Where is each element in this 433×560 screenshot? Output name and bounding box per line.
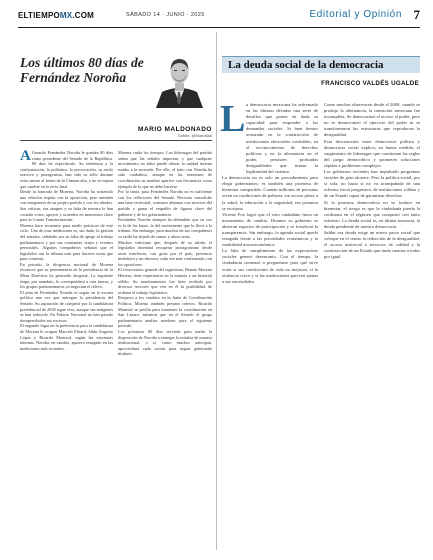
left-article-column-2	[118, 150, 212, 550]
right-title-bar	[222, 56, 420, 73]
author-name: MARIO MALDONADO	[138, 126, 212, 133]
author-portrait	[152, 50, 207, 108]
brand-domain: .COM	[72, 11, 94, 20]
right-author-byline: FRANCISCO VALDÉS UGALDE	[321, 80, 419, 87]
left-article-title: Los últimos 80 días de Fernández Noroña	[20, 55, 144, 85]
left-col2-para-0: Morena cuida los tiempos. Los liderazgos del partido saben que las señales importan, y que cualquier movimiento en falso puede alterar la unidad interna rumbo a la sucesión. Por ello, el trato con Noroña ha sido cuidadoso, aunque en las reuniones de coordinación su nombre aparece con frecuencia como ejemplo de lo que no debe hacerse.	[118, 150, 212, 189]
right-col2-para-4: Saldar esa deuda exige un nuevo pacto social que coloque en el centro la reducción de la desigualdad, el acceso universal a servicios de calidad y la construcción de un Estado que rinda cuentas a todos por igual.	[324, 229, 420, 260]
right-col1-para-1: La democracia no es solo un procedimiento para elegir gobernantes; es también una promesa de bienestar compartido. Cuando millones de personas viven en condiciones de pobreza, sin acceso pleno a la salud, la educación o la seguridad, esa promesa se erosiona.	[222, 175, 318, 211]
dateline: SÁBADO 14 · JUNIO · 2025	[126, 12, 205, 18]
page-header	[18, 8, 420, 28]
left-col1-para-3: En privado, la dirigencia nacional de Morena reconoce que su permanencia en la presidencia de la Mesa Directiva ha generado desgaste. La siguiente etapa, por mandato, le corresponderá a otra fuerza, y los grupos parlamentarios ya negocian el relevo.	[20, 261, 113, 290]
left-col1-para-4: El plan de Fernández Noroña es seguir en la escena política una vez que entregue la presidencia del Senado. Su aspiración de competir por la candidatura presidencial de 2030 sigue viva, aunque sus márgenes se han reducido. En Palacio Nacional no han pasado desapercibidos sus excesos.	[20, 289, 113, 323]
left-col1-para-5: El segundo lugar en la preferencia para la candidatura de Morena lo ocupan Marcelo Ebrard, Adán Augusto López y Ricardo Monreal, según las encuestas internas. Noroña, en cambio, aparece rezagado en las mediciones más recientes.	[20, 323, 113, 351]
left-col1-para-0: A Gerardo Fernández Noroña le quedan 80 días como presidente del Senado de la República. 80 días de espectáculo. Su tendencia a la confrontación, la polémica, la provocación, su estilo reactivo y protagonista, han sido su sello durante estos meses al frente de la Cámara alta, y no se espera que cambie en la recta final.	[20, 150, 113, 189]
brand-name: ELTIEMPO	[18, 11, 60, 20]
left-col2-para-2: Fernández Noroña siempre ha defendido que su voz es la de las bases, la del movimiento que lo llevó a la tribuna. Sin embargo, para muchos de sus compañeros su estilo ha dejado de sumar y ahora resta.	[118, 217, 212, 239]
left-col2-para-3: Muchos vaticinan que, después de su salida, el legislador intentará recuperar protagonismo desde otras trincheras, con giras por el país, presencia mediática y un discurso cada vez más confrontado con los opositores.	[118, 239, 212, 267]
right-col2-para-0: Como muchos observaron desde el 2000, cuando se produjo la alternancia, la transición mexicana fue incompleta. Se democratizó el acceso al poder, pero no se democratizó el ejercicio del poder ni se transformaron las estructuras que reproducen la desigualdad.	[324, 102, 420, 138]
left-col2-para-4: El exsecretario general del organismo, Renato Moreno Herrera, tiene experiencia en la materia y un historial sólido. Su nombramiento fue bien recibido por diversos sectores que ven en él la posibilidad de ordenar el trabajo legislativo.	[118, 267, 212, 295]
right-article-title: La deuda social de la democracia	[228, 59, 384, 71]
left-col2-para-5: Respecto a los cambios en la Junta de Coordinación Política, Morena también prepara relevos. Ricardo Monreal se perfila para mantener la coordinación en San Lázaro, mientras que en el Senado el grupo parlamentario analiza nombres para el siguiente periodo.	[118, 295, 212, 329]
dropcap-a: A	[20, 150, 31, 164]
column-divider	[216, 32, 217, 550]
right-article-column-1	[220, 98, 318, 550]
right-article-column-2	[324, 102, 420, 550]
masthead-logo[interactable]	[18, 11, 94, 20]
left-col1-para-1: Desde la bancada de Morena, Noroña ha sostenido una relación ríspida con la oposición, pero también con integrantes de su propio partido y con los aliados. Sus críticas, sus ataques y su falta de mesura le han costado votos, apoyos y acuerdos en momentos clave para la Cuarta Transformación.	[20, 189, 113, 223]
brand-mx: MX	[59, 11, 73, 20]
right-col1-para-3: La falta de cumplimiento de las expectativas sociales generó desencanto. Con el tiempo, la ciudadanía comenzó a preguntarse para qué sirve votar si sus condiciones de vida no mejoran, si la violencia crece y si las instituciones parecen ajenas a sus necesidades.	[222, 248, 318, 284]
section-title: Editorial y Opinión	[309, 9, 402, 20]
left-author-block	[20, 126, 212, 141]
left-col2-para-1: Por lo tanto, para Fernández Noroña no es suficiente con los reflectores del Senado. Necesita consolidar una base territorial, construir alianzas con sectores del partido y ganar el respaldo de figuras clave del gabinete y de los gobernadores.	[118, 189, 212, 217]
author-handle: Twitter: @MarioMal	[177, 133, 212, 138]
right-col2-para-1: Esta desconexión entre democracia política y democracia social explica, en buena medida, el surgimiento de liderazgos que cuestionan las reglas del juego democrático y prometen soluciones rápidas a problemas complejos.	[324, 138, 420, 168]
right-col1-para-2: Vicente Fox logró que el voto ciudadano fuera un instrumento de cambio. Durante su gobierno se abrieron espacios de participación y se fortaleció la transparencia. Sin embargo, la agenda social quedó rezagada frente a las prioridades económicas y la estabilidad macroeconómica.	[222, 211, 318, 248]
right-col2-para-2: Los gobiernos recientes han impulsado programas sociales de gran alcance. Pero la política social, por sí sola, no basta si no va acompañada de una reforma fiscal progresiva, de instituciones sólidas y de un Estado capaz de garantizar derechos.	[324, 169, 420, 199]
author-portrait-icon	[152, 50, 207, 108]
dropcap-l: L	[220, 98, 246, 140]
page-number: 7	[413, 7, 420, 22]
right-col2-para-3: Si la promesa democrática no se traduce en bienestar, el riesgo es que la ciudadanía pierda la confianza en el régimen que conquistó con tanto esfuerzo. La deuda social es, en última instancia, la deuda pendiente de nuestra democracia.	[324, 199, 420, 229]
left-article-column-1	[20, 150, 113, 550]
right-col1-para-0: a democracia mexicana ha enfrentado en las últimas décadas una serie de desafíos que ponen en duda su capacidad para responder a las demandas sociales. Si bien hemos avanzado en la construcción de instituciones electorales confiables, en el reconocimiento de derechos políticos y en la alternancia en el poder, persisten profundas desigualdades que minan la legitimidad del sistema.	[246, 102, 318, 175]
left-col1-para-2: Morena hace recuentos para medir prácticas de este ciclo. Una de esas mediciones es, sin duda, la gestión del senador, señalado por su falta de apego al trabajo parlamentario y por sus constantes viajes y eventos personales. Algunos compañeros señalan que el legislador usa la tribuna más para hacerse notar que para construir.	[20, 222, 113, 262]
left-col2-para-6: Los próximos 80 días servirán para medir la disposición de Noroña a entregar la estafeta de manera institucional, o si, como muchos anticipan, aprovechará cada sesión para seguir generando titulares.	[118, 329, 212, 357]
